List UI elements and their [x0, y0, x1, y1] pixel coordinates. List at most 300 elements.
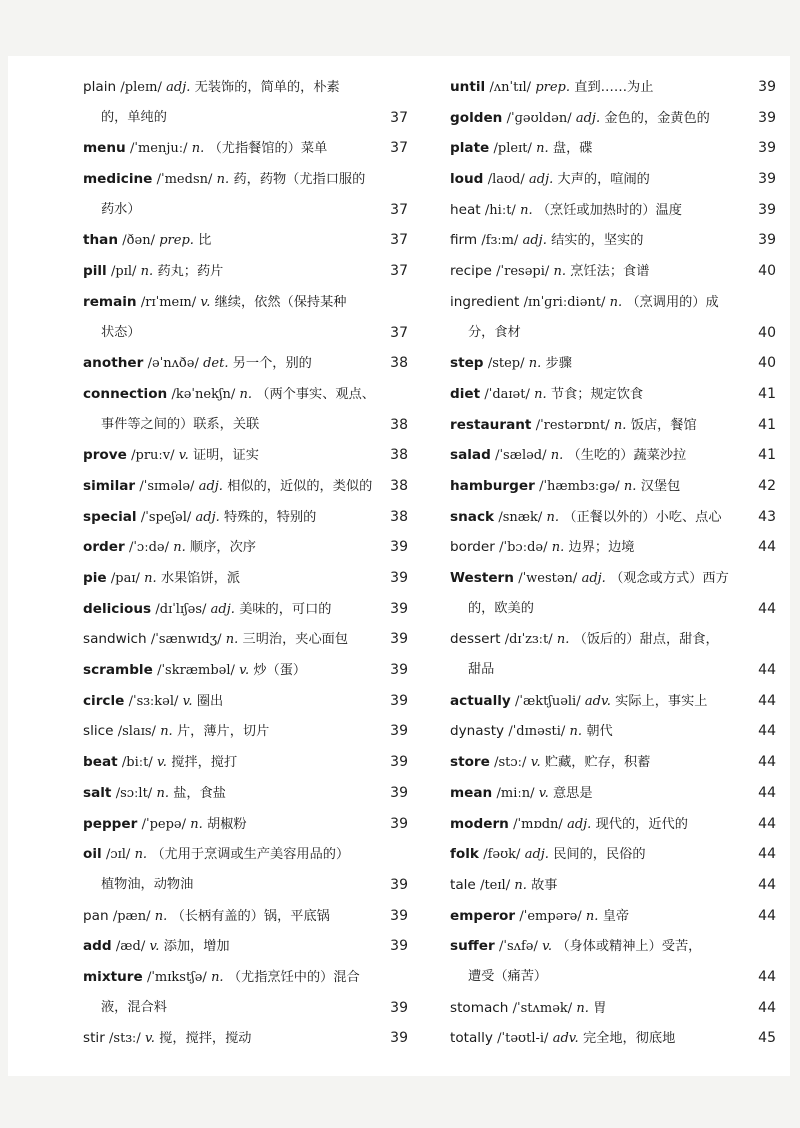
- entry-part-of-speech: n.: [211, 969, 224, 985]
- vocab-entry: [83, 747, 408, 778]
- entry-text: [450, 164, 650, 196]
- left-column: [83, 72, 408, 1054]
- entry-phonetic: /pruːv/: [131, 448, 175, 464]
- entry-word: salad: [450, 447, 491, 464]
- entry-definition: 事件等之间的）联系，关联: [101, 416, 260, 432]
- entry-part-of-speech: n.: [551, 540, 565, 556]
- vocab-entry: [83, 72, 408, 103]
- entry-page-number: 38: [390, 447, 408, 464]
- entry-definition: 无装饰的，简单的，朴素: [194, 80, 340, 95]
- entry-text: [83, 287, 346, 319]
- entry-phonetic: /pleɪt/: [493, 141, 532, 157]
- entry-page-number: 42: [758, 477, 776, 494]
- entry-continuation: [83, 103, 408, 134]
- entry-part-of-speech: prep.: [159, 233, 194, 249]
- vocab-entry: [450, 809, 776, 840]
- entry-page-number: 44: [758, 539, 776, 556]
- entry-word: until: [450, 79, 486, 95]
- entry-text: [83, 256, 223, 288]
- entry-part-of-speech: v.: [149, 939, 160, 955]
- entry-part-of-speech: adj.: [210, 601, 235, 617]
- entry-text: [83, 686, 223, 718]
- entry-page-number: 45: [758, 1030, 776, 1047]
- entry-definition: 直到……为止: [574, 80, 654, 95]
- entry-text: [83, 225, 211, 257]
- entry-phonetic: /stɜː/: [109, 1031, 141, 1047]
- entry-definition: 完全地，彻底地: [582, 1031, 676, 1047]
- entry-word: connection: [83, 385, 168, 402]
- entry-part-of-speech: n.: [613, 417, 627, 433]
- entry-definition: （烹调用的）成: [626, 294, 719, 310]
- entry-definition: 植物油，动物油: [101, 876, 194, 892]
- entry-phonetic: /kəˈnekʃn/: [171, 386, 236, 402]
- entry-definition: 步骤: [545, 356, 572, 372]
- entry-text: [450, 931, 701, 963]
- vocab-entry: [450, 839, 776, 870]
- entry-phonetic: /ˈmɪkstʃə/: [146, 969, 207, 985]
- entry-text: [450, 318, 521, 349]
- entry-phonetic: /rɪˈmeɪn/: [140, 294, 197, 310]
- vocab-entry: [83, 778, 408, 809]
- entry-definition: （尤指餐馆的）菜单: [208, 141, 328, 157]
- entry-page-number: 37: [390, 232, 408, 249]
- entry-page-number: 44: [758, 815, 776, 832]
- entry-word: stir: [83, 1030, 105, 1047]
- entry-page-number: 41: [758, 385, 776, 402]
- vocab-entry: [450, 410, 776, 441]
- entry-text: [450, 962, 547, 993]
- entry-word: actually: [450, 692, 511, 709]
- entry-phonetic: /ˈɔːdə/: [128, 540, 169, 556]
- entry-part-of-speech: v.: [178, 448, 189, 464]
- vocab-entry: [450, 164, 776, 195]
- vocab-entry: [83, 471, 408, 502]
- entry-phonetic: /fɜːm/: [481, 233, 519, 249]
- entry-text: [83, 624, 348, 656]
- entry-part-of-speech: n.: [144, 571, 157, 586]
- entry-word: store: [450, 754, 490, 771]
- entry-definition: 盐，食盐: [173, 785, 226, 801]
- entry-part-of-speech: v.: [144, 1031, 155, 1047]
- entry-text: [450, 716, 613, 748]
- entry-word: prove: [83, 447, 127, 464]
- entry-definition: 水果馅饼，派: [160, 571, 241, 586]
- entry-part-of-speech: n.: [154, 908, 168, 924]
- entry-page-number: 44: [758, 723, 776, 740]
- entry-part-of-speech: n.: [536, 141, 549, 157]
- entry-definition: （两个事实、观点、: [256, 386, 375, 402]
- entry-phonetic: /ˈresəpi/: [496, 264, 550, 280]
- entry-phonetic: /ˈsɜːkəl/: [128, 693, 179, 709]
- entry-phonetic: /ˈsæləd/: [495, 448, 547, 464]
- vocab-entry: [450, 901, 776, 932]
- entry-word: ingredient: [450, 293, 520, 310]
- entry-phonetic: /ˈdaɪət/: [484, 386, 530, 402]
- vocab-entry: [450, 72, 776, 103]
- entry-part-of-speech: v.: [542, 939, 553, 955]
- entry-page-number: 41: [758, 416, 776, 433]
- entry-definition: 贮藏，贮存，积蓄: [544, 755, 651, 771]
- entry-word: medicine: [83, 171, 153, 188]
- entry-definition: 现代的，近代的: [595, 816, 688, 832]
- entry-continuation: [83, 410, 408, 441]
- vocab-entry: [450, 1023, 776, 1054]
- entry-phonetic: /miːn/: [496, 785, 535, 801]
- entry-part-of-speech: adj.: [567, 816, 592, 832]
- entry-text: [450, 532, 634, 564]
- entry-part-of-speech: n.: [534, 386, 547, 402]
- vocab-entry: [450, 993, 776, 1024]
- entry-word: remain: [83, 293, 137, 310]
- vocab-entry: [83, 225, 408, 256]
- entry-text: [83, 1023, 251, 1055]
- entry-part-of-speech: n.: [553, 264, 567, 280]
- entry-word: beat: [83, 754, 118, 771]
- vocab-entry: [83, 594, 408, 625]
- entry-definition: 故事: [531, 877, 558, 893]
- vocab-entry: [83, 563, 408, 594]
- vocab-entry: [450, 563, 776, 594]
- entry-phonetic: /ˈempərə/: [519, 908, 582, 924]
- entry-text: [450, 348, 572, 380]
- entry-part-of-speech: v.: [239, 663, 250, 679]
- entry-continuation: [83, 870, 408, 901]
- entry-word: recipe: [450, 263, 492, 280]
- entry-page-number: 43: [758, 508, 776, 525]
- entry-phonetic: /ˈtəʊtl-i/: [497, 1031, 549, 1047]
- entry-phonetic: /slaɪs/: [117, 724, 156, 740]
- entry-definition: 药水）: [101, 201, 141, 217]
- entry-text: [450, 624, 719, 656]
- entry-word: folk: [450, 846, 479, 863]
- vocab-entry: [83, 164, 408, 195]
- entry-page-number: 44: [758, 968, 776, 985]
- entry-page-number: 44: [758, 907, 776, 924]
- entry-phonetic: /sɔːlt/: [115, 785, 153, 801]
- entry-word: special: [83, 508, 137, 525]
- vocab-entry: [83, 532, 408, 563]
- vocab-entry: [83, 502, 408, 533]
- entry-definition: 继续，依然（保持某种: [214, 294, 347, 310]
- entry-page-number: 44: [758, 662, 776, 679]
- vocab-entry: [83, 839, 408, 870]
- entry-definition: 液，混合料: [101, 999, 167, 1015]
- vocab-entry: [450, 225, 776, 256]
- entry-phonetic: /biːt/: [121, 755, 153, 771]
- entry-definition: 金色的，金黄色的: [604, 110, 710, 126]
- entry-text: [83, 410, 259, 441]
- vocab-entry: [83, 348, 408, 379]
- entry-part-of-speech: n.: [514, 877, 527, 893]
- entry-continuation: [83, 195, 408, 226]
- entry-page-number: 39: [390, 784, 408, 801]
- entry-continuation: [450, 962, 776, 993]
- entry-page-number: 39: [758, 232, 776, 249]
- vocab-entry: [450, 103, 776, 134]
- entry-phonetic: /pɪl/: [110, 264, 137, 280]
- entry-definition: （尤用于烹调或生产美容用品的）: [151, 847, 350, 863]
- entry-text: [83, 778, 226, 810]
- entry-word: firm: [450, 232, 478, 249]
- vocab-entry: [83, 809, 408, 840]
- entry-page-number: 38: [390, 416, 408, 433]
- entry-phonetic: /step/: [487, 356, 525, 372]
- entry-phonetic: /ˈstʌmək/: [512, 1000, 573, 1016]
- entry-part-of-speech: v.: [157, 755, 167, 771]
- vocab-entry: [450, 778, 776, 809]
- entry-part-of-speech: adj.: [522, 233, 547, 249]
- vocab-entry: [450, 379, 776, 410]
- entry-text: [450, 379, 643, 411]
- entry-definition: 顺序，次序: [190, 540, 256, 556]
- entry-text: [450, 563, 729, 595]
- entry-definition: 片，薄片，切片: [176, 724, 270, 740]
- entry-part-of-speech: n.: [623, 478, 637, 494]
- entry-page-number: 38: [390, 508, 408, 525]
- entry-phonetic: /ɔɪl/: [105, 847, 131, 863]
- entry-text: [83, 103, 167, 134]
- entry-continuation: [83, 318, 408, 349]
- entry-part-of-speech: v.: [200, 294, 211, 310]
- entry-page-number: 39: [390, 999, 408, 1016]
- entry-phonetic: /pæn/: [112, 908, 151, 924]
- vocab-entry: [450, 747, 776, 778]
- entry-phonetic: /ˈɡəʊldən/: [506, 110, 572, 126]
- entry-definition: 烹饪法；食谱: [570, 264, 650, 280]
- entry-word: circle: [83, 692, 125, 709]
- entry-text: [83, 379, 375, 411]
- entry-phonetic: /əˈnʌðə/: [147, 356, 199, 372]
- entry-definition: 饭店，餐馆: [630, 417, 697, 433]
- entry-page-number: 44: [758, 692, 776, 709]
- entry-part-of-speech: adj.: [575, 110, 601, 126]
- entry-part-of-speech: n.: [190, 816, 203, 832]
- entry-text: [83, 348, 312, 380]
- entry-part-of-speech: det.: [203, 356, 229, 372]
- vocab-entry: [450, 287, 776, 318]
- entry-page-number: 38: [390, 477, 408, 494]
- entry-word: than: [83, 232, 119, 249]
- entry-phonetic: /ˈspeʃəl/: [140, 509, 192, 525]
- entry-page-number: 37: [390, 140, 408, 157]
- entry-page-number: 39: [758, 140, 776, 157]
- entry-text: [83, 318, 141, 349]
- entry-part-of-speech: v.: [538, 785, 549, 801]
- entry-definition: 药，药物（尤指口服的: [233, 172, 366, 188]
- entry-definition: 结实的，坚实的: [551, 233, 644, 249]
- entry-word: plate: [450, 140, 490, 157]
- entry-word: another: [83, 355, 144, 372]
- entry-text: [450, 809, 688, 841]
- entry-part-of-speech: n.: [173, 540, 186, 556]
- vocab-entry: [83, 655, 408, 686]
- entry-text: [450, 133, 592, 165]
- entry-text: [83, 133, 327, 165]
- entry-page-number: 37: [390, 324, 408, 341]
- entry-word: golden: [450, 109, 503, 126]
- vocab-entry: [450, 624, 776, 655]
- entry-part-of-speech: n.: [160, 724, 173, 740]
- entry-definition: 胃: [593, 1000, 607, 1016]
- vocab-entry: [83, 962, 408, 993]
- entry-text: [83, 993, 167, 1024]
- entry-word: pepper: [83, 815, 138, 832]
- entry-part-of-speech: v.: [182, 693, 193, 709]
- entry-page-number: 39: [390, 876, 408, 893]
- entry-definition: （生吃的）蔬菜沙拉: [567, 448, 687, 464]
- entry-page-number: 39: [758, 109, 776, 126]
- entry-phonetic: /teɪl/: [480, 877, 511, 893]
- entry-word: add: [83, 938, 112, 955]
- entry-definition: （烹饪或加热时的）温度: [536, 202, 682, 218]
- entry-text: [450, 502, 722, 534]
- entry-page-number: 40: [758, 355, 776, 372]
- entry-word: stomach: [450, 999, 509, 1016]
- vocab-entry: [450, 471, 776, 502]
- entry-part-of-speech: adj.: [581, 571, 606, 586]
- vocab-entry: [83, 931, 408, 962]
- entry-definition: 证明，证实: [193, 448, 259, 464]
- vocab-entry: [450, 931, 776, 962]
- entry-text: [83, 747, 237, 779]
- entry-phonetic: /ˈæktʃuəli/: [515, 693, 581, 709]
- entry-word: diet: [450, 385, 481, 402]
- entry-definition: 大声的，喧闹的: [557, 172, 650, 188]
- vocab-entry: [450, 502, 776, 533]
- entry-text: [83, 72, 340, 104]
- entry-part-of-speech: n.: [140, 264, 154, 280]
- entry-phonetic: /ˈsʌfə/: [498, 939, 538, 955]
- entry-phonetic: /ˈsænwɪdʒ/: [150, 632, 222, 648]
- entry-text: [450, 655, 494, 686]
- entry-text: [83, 195, 141, 226]
- entry-definition: 的，单纯的: [101, 109, 167, 125]
- entry-text: [450, 287, 719, 319]
- entry-page-number: 39: [758, 79, 776, 95]
- entry-text: [83, 901, 330, 933]
- entry-text: [83, 563, 240, 595]
- entry-definition: 节食；规定饮食: [550, 386, 644, 402]
- entry-text: [450, 471, 680, 503]
- entry-part-of-speech: n.: [239, 386, 253, 402]
- entry-text: [83, 594, 332, 626]
- entry-part-of-speech: adj.: [529, 172, 554, 188]
- entry-page-number: 40: [758, 324, 776, 341]
- entry-page-number: 44: [758, 999, 776, 1016]
- entry-text: [83, 502, 316, 534]
- entry-text: [450, 747, 650, 779]
- entry-definition: 皇帝: [602, 908, 630, 924]
- entry-page-number: 44: [758, 846, 776, 863]
- entry-phonetic: /ˈskræmbəl/: [157, 663, 235, 679]
- entry-definition: 汉堡包: [640, 478, 681, 494]
- entry-phonetic: /laʊd/: [487, 172, 525, 188]
- vocab-entry: [83, 716, 408, 747]
- entry-text: [450, 195, 682, 227]
- entry-page-number: 39: [390, 815, 408, 832]
- entry-word: dynasty: [450, 723, 505, 740]
- entry-part-of-speech: adj.: [166, 80, 191, 95]
- entry-word: scramble: [83, 662, 153, 679]
- entry-word: plain: [83, 79, 117, 95]
- entry-phonetic: /ˈpepə/: [141, 816, 186, 832]
- entry-page-number: 39: [390, 692, 408, 709]
- entry-text: [83, 164, 365, 196]
- entry-page-number: 39: [390, 1030, 408, 1047]
- entry-part-of-speech: n.: [569, 724, 583, 740]
- entry-page-number: 39: [390, 907, 408, 924]
- entry-definition: 相似的，近似的，类似的: [227, 478, 373, 494]
- vocab-entry: [83, 440, 408, 471]
- entry-page-number: 39: [390, 754, 408, 771]
- entry-page-number: 41: [758, 447, 776, 464]
- entry-phonetic: /stɔː/: [494, 755, 527, 771]
- vocab-entry: [83, 686, 408, 717]
- entry-definition: 搅，搅拌，搅动: [159, 1031, 252, 1047]
- entry-continuation: [450, 594, 776, 625]
- entry-text: [450, 256, 649, 288]
- entry-part-of-speech: n.: [528, 356, 542, 372]
- entry-page-number: 37: [390, 263, 408, 280]
- entry-part-of-speech: n.: [556, 632, 570, 648]
- vocab-entry: [450, 133, 776, 164]
- entry-definition: 分，食材: [468, 324, 521, 340]
- entry-phonetic: /ʌnˈtɪl/: [489, 80, 532, 95]
- vocab-entry: [83, 133, 408, 164]
- entry-phonetic: /ˈwestən/: [518, 571, 578, 586]
- entry-word: order: [83, 539, 125, 556]
- vocab-entry: [83, 287, 408, 318]
- entry-page-number: 44: [758, 876, 776, 893]
- entry-definition: 炒（蛋）: [253, 663, 307, 679]
- entry-word: suffer: [450, 938, 495, 955]
- vocab-entry: [450, 195, 776, 226]
- entry-part-of-speech: n.: [546, 509, 559, 525]
- entry-page-number: 44: [758, 600, 776, 617]
- entry-part-of-speech: n.: [216, 172, 230, 188]
- entry-definition: 状态）: [101, 324, 141, 340]
- entry-page-number: 38: [390, 355, 408, 372]
- entry-text: [450, 870, 558, 902]
- entry-text: [83, 931, 230, 963]
- vocabulary-page: [8, 56, 790, 1076]
- entry-part-of-speech: n.: [576, 1000, 589, 1016]
- entry-part-of-speech: n.: [585, 908, 599, 924]
- entry-definition: 盘，碟: [552, 141, 593, 157]
- vocab-entry: [450, 256, 776, 287]
- entry-page-number: 39: [390, 570, 408, 586]
- entry-phonetic: /ˈmedsn/: [156, 172, 213, 188]
- entry-continuation: [450, 318, 776, 349]
- entry-phonetic: /ˈmɒdn/: [513, 816, 563, 832]
- vocab-entry: [83, 1023, 408, 1054]
- entry-phonetic: /ˈdɪnəsti/: [508, 724, 566, 740]
- entry-definition: 药丸；药片: [157, 264, 224, 280]
- entry-word: mixture: [83, 968, 143, 985]
- entry-definition: 圈出: [196, 693, 224, 709]
- entry-text: [83, 655, 306, 687]
- entry-page-number: 39: [390, 600, 408, 617]
- entry-part-of-speech: n.: [225, 632, 239, 648]
- entry-word: emperor: [450, 907, 516, 924]
- entry-word: snack: [450, 508, 495, 525]
- entry-phonetic: /paɪ/: [110, 571, 140, 586]
- entry-text: [450, 103, 710, 135]
- entry-definition: 甜品: [468, 662, 495, 678]
- entry-text: [450, 686, 707, 718]
- entry-definition: 另一个，别的: [232, 356, 312, 372]
- entry-text: [83, 870, 193, 901]
